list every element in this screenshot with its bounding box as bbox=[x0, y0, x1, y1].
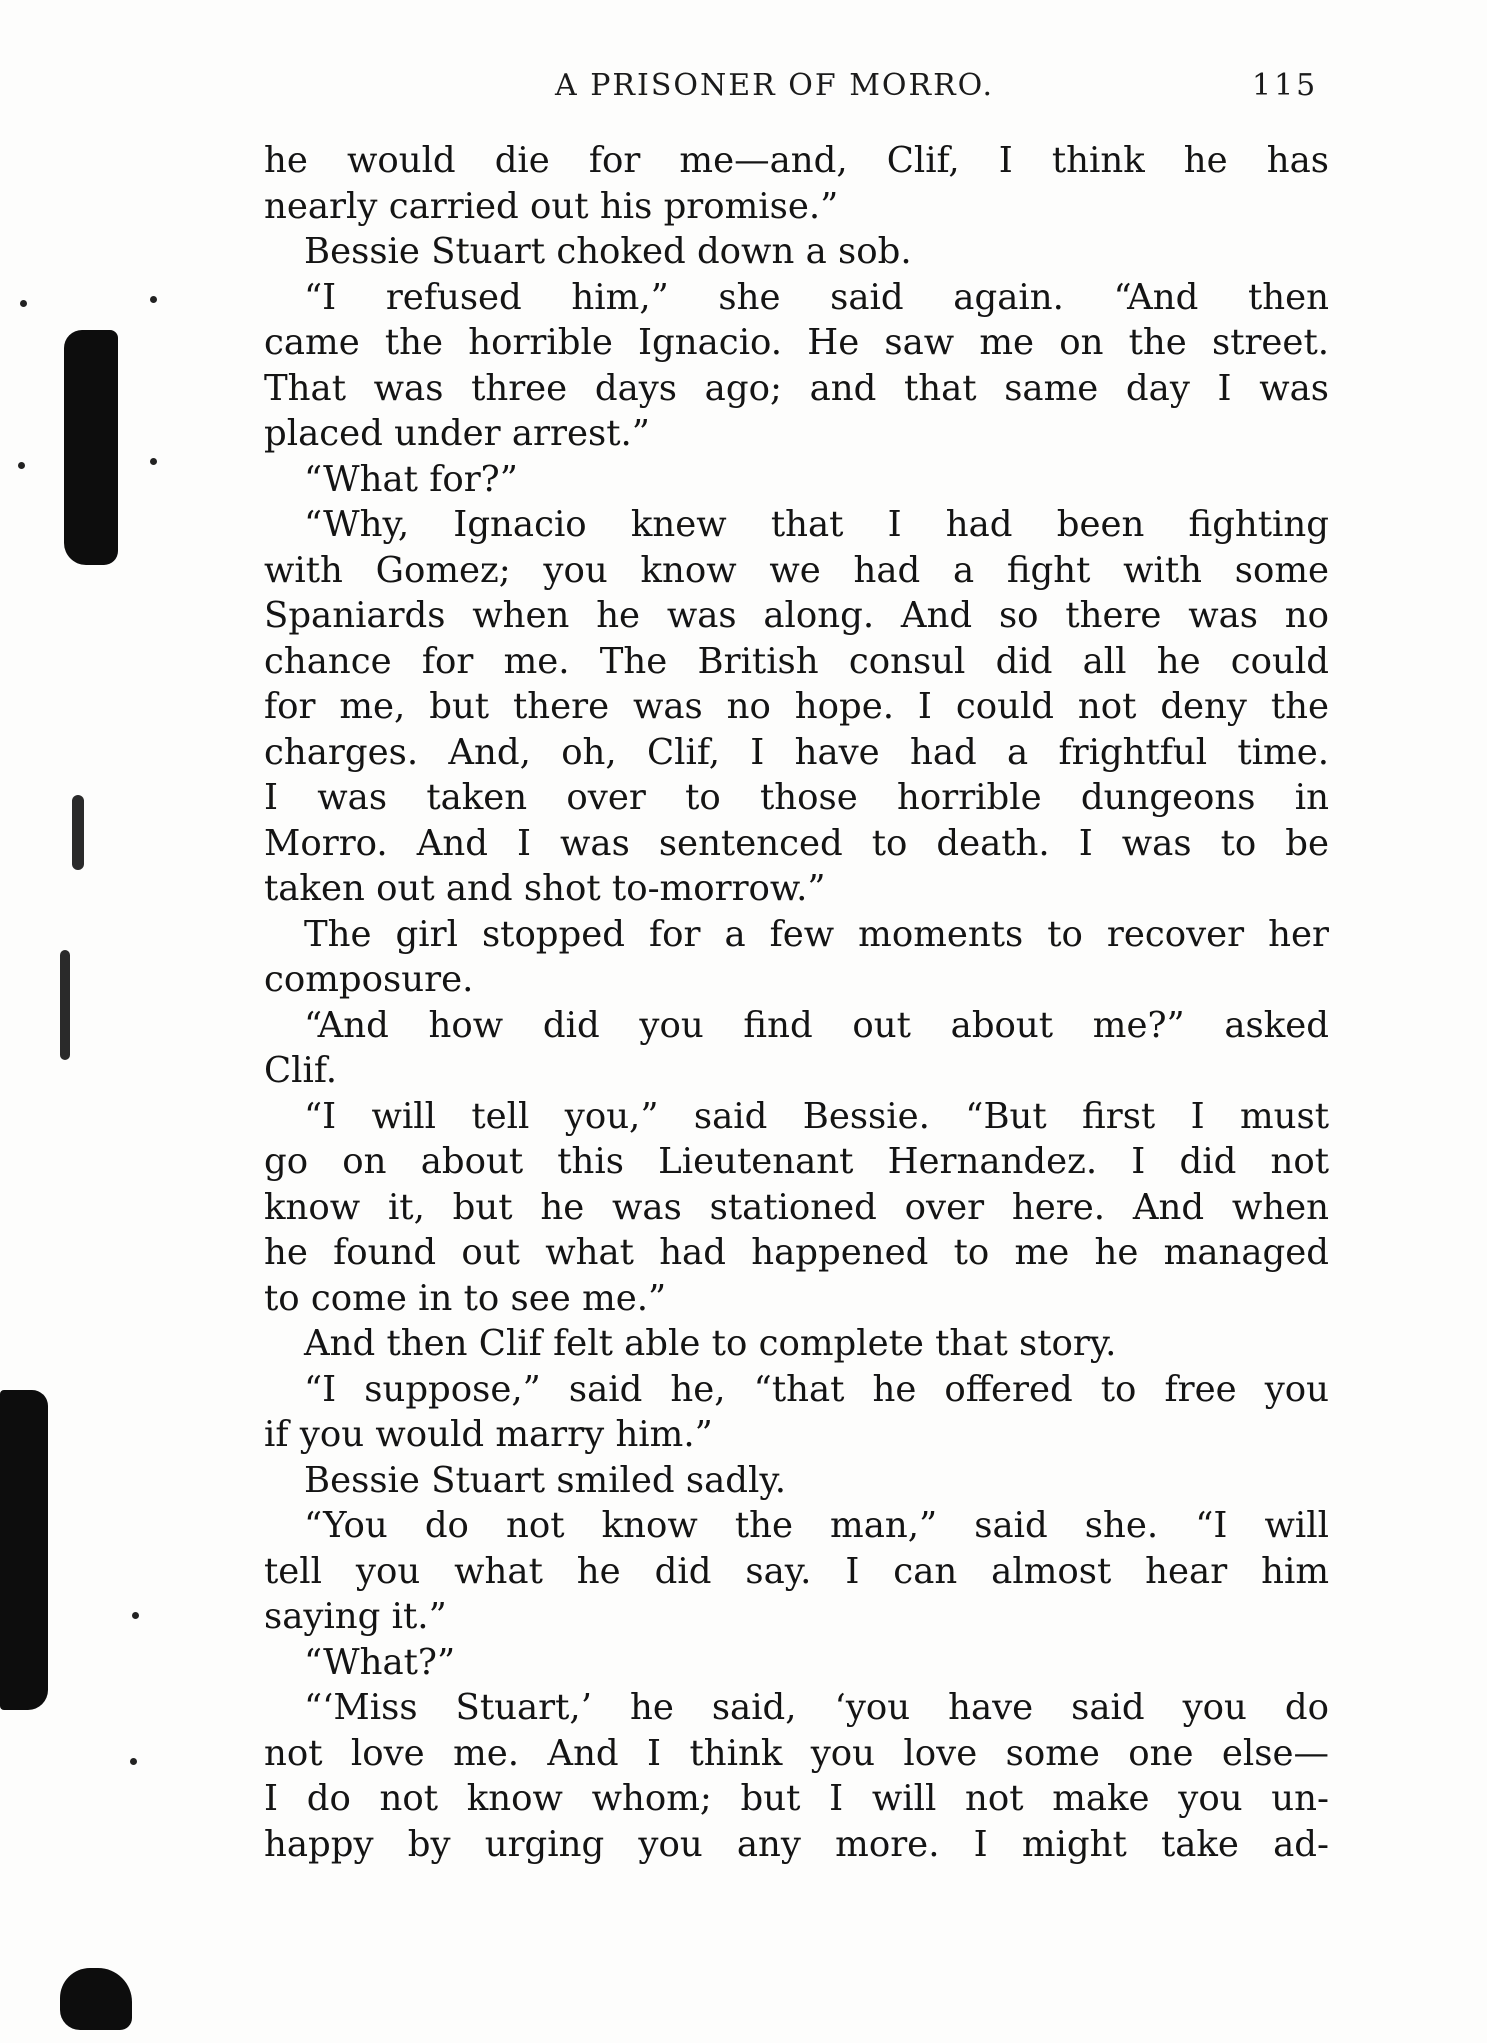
text-line: he found out what had happened to me he managed bbox=[264, 1232, 1329, 1273]
text-line: I was taken over to those horrible dungeons in bbox=[264, 777, 1329, 818]
text-line: to come in to see me.” bbox=[264, 1277, 667, 1319]
text-line: Clif. bbox=[264, 1050, 338, 1091]
margin-blemish bbox=[72, 795, 84, 870]
text-line: saying it.” bbox=[264, 1596, 447, 1637]
text-line: I do not know whom; but I will not make you un- bbox=[264, 1778, 1329, 1819]
margin-speck bbox=[20, 300, 27, 307]
text-line: with Gomez; you know we had a fight with some bbox=[264, 549, 1329, 591]
margin-blemish bbox=[0, 1390, 48, 1710]
text-line: Bessie Stuart choked down a sob. bbox=[304, 231, 912, 272]
text-line: “What for?” bbox=[304, 458, 518, 500]
text-line: Bessie Stuart smiled sadly. bbox=[304, 1459, 787, 1501]
text-line: “I suppose,” said he, “that he offered to free you bbox=[304, 1368, 1329, 1410]
margin-blemish bbox=[60, 1968, 132, 2030]
text-line: taken out and shot to-morrow.” bbox=[264, 868, 826, 909]
text-line: “I will tell you,” said Bessie. “But first I must bbox=[304, 1095, 1329, 1137]
text-line: Spaniards when he was along. And so there was no bbox=[264, 595, 1329, 636]
text-line: chance for me. The British consul did all he could bbox=[264, 640, 1329, 682]
text-line: Morro. And I was sentenced to death. I was to be bbox=[264, 822, 1329, 864]
text-line: And then Clif felt able to complete that story. bbox=[304, 1323, 1117, 1364]
text-line: “I refused him,” she said again. “And then bbox=[304, 276, 1329, 318]
text-line: charges. And, oh, Clif, I have had a frightful time. bbox=[264, 731, 1329, 773]
text-line: nearly carried out his promise.” bbox=[264, 185, 839, 227]
text-line: “And how did you find out about me?” asked bbox=[304, 1004, 1329, 1046]
margin-speck bbox=[150, 458, 157, 465]
text-line: “Why, Ignacio knew that I had been fighting bbox=[304, 504, 1329, 545]
text-line: “You do not know the man,” said she. “I will bbox=[304, 1505, 1329, 1546]
text-line: “What?” bbox=[304, 1641, 456, 1683]
text-line: That was three days ago; and that same day I was bbox=[264, 367, 1329, 409]
margin-blemish bbox=[60, 950, 70, 1060]
margin-blemish bbox=[64, 330, 118, 565]
text-line: happy by urging you any more. I might take ad- bbox=[264, 1823, 1329, 1865]
margin-speck bbox=[130, 1758, 137, 1765]
text-line: go on about this Lieutenant Hernandez. I did not bbox=[264, 1141, 1329, 1182]
text-line: he would die for me—and, Clif, I think he has bbox=[264, 140, 1329, 181]
margin-speck bbox=[132, 1612, 139, 1619]
text-line: not love me. And I think you love some one else— bbox=[264, 1732, 1329, 1774]
text-line: composure. bbox=[264, 959, 474, 1000]
page-number: 115 bbox=[1252, 68, 1319, 103]
margin-speck bbox=[150, 296, 157, 303]
text-line: know it, but he was stationed over here. And when bbox=[264, 1186, 1329, 1228]
text-line: tell you what he did say. I can almost hear him bbox=[264, 1550, 1329, 1592]
body-text bbox=[264, 138, 1329, 1867]
text-line: The girl stopped for a few moments to recover her bbox=[304, 913, 1329, 955]
text-line: for me, but there was no hope. I could not deny the bbox=[264, 686, 1329, 727]
margin-speck bbox=[18, 462, 25, 469]
text-line: “‘Miss Stuart,’ he said, ‘you have said you do bbox=[304, 1687, 1329, 1728]
running-head-title: A PRISONER OF MORRO. bbox=[555, 68, 995, 103]
text-line: if you would marry him.” bbox=[264, 1414, 713, 1455]
text-line: placed under arrest.” bbox=[264, 413, 650, 454]
text-line: came the horrible Ignacio. He saw me on the street. bbox=[264, 322, 1329, 363]
